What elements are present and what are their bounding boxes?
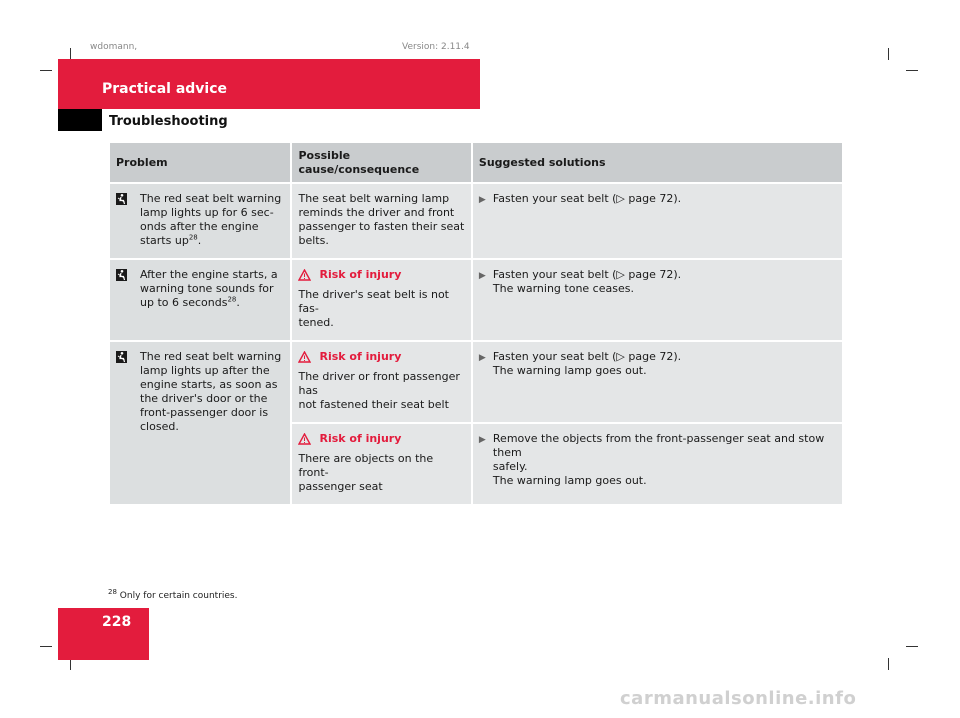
cause-cell (292, 184, 470, 258)
seat-belt-warning-icon (116, 268, 140, 280)
crop-mark (888, 658, 889, 670)
column-header-cause: Possible cause/consequence (292, 143, 470, 182)
warning-triangle-icon (298, 351, 311, 363)
subsection-title: Troubleshooting (109, 114, 228, 129)
cause-text: The seat belt warning lamp reminds the driver and front passenger to fasten their seat belts. (298, 192, 465, 247)
action-arrow-icon: ▶ (478, 435, 486, 445)
solution-text: Fasten your seat belt (▷ page 72). The warning lamp goes out. (492, 350, 682, 377)
solution-cell (473, 260, 842, 340)
risk-warning (298, 350, 464, 364)
seat-belt-warning-icon (116, 192, 140, 204)
section-header (58, 59, 480, 109)
action-arrow-icon: ▶ (478, 195, 486, 205)
risk-warning (298, 432, 464, 446)
cause-text: The driver or front passenger has not fastened their seat belt (298, 370, 460, 411)
risk-warning (298, 268, 464, 282)
table-row (110, 342, 842, 422)
solution-text: Remove the objects from the front-passenger seat and stow them safely. The warning lamp goes out. (492, 432, 825, 487)
solution-text: Fasten your seat belt (▷ page 72). The warning tone ceases. (492, 268, 682, 295)
risk-label: Risk of injury (319, 432, 402, 445)
cause-cell (292, 342, 470, 422)
solution-text: Fasten your seat belt (▷ page 72). (492, 192, 682, 205)
problem-cell (110, 260, 290, 340)
crop-mark (40, 70, 52, 71)
table-row (110, 184, 842, 258)
solution-cell (473, 184, 842, 258)
page-number-box (58, 608, 149, 660)
troubleshooting-table (108, 141, 844, 506)
author-meta: wdomann, (90, 42, 138, 52)
action-arrow-icon: ▶ (478, 271, 486, 281)
subsection-marker (58, 109, 102, 131)
problem-text: The red seat belt warning lamp lights up after the engine starts, as soon as the driver's door or the front-passenger door is closed. (140, 350, 282, 433)
crop-mark (40, 646, 52, 647)
watermark: carmanualsonline.info (620, 688, 857, 709)
problem-cell (110, 342, 290, 504)
solution-cell (473, 424, 842, 504)
action-arrow-icon: ▶ (478, 353, 486, 363)
cause-cell (292, 260, 470, 340)
table-header-row (110, 143, 842, 182)
column-header-solutions: Suggested solutions (473, 143, 842, 182)
problem-text: The red seat belt warning lamp lights up for 6 sec- onds after the engine starts $up^{28}$. (140, 192, 282, 247)
footnote (108, 588, 238, 601)
crop-mark (906, 70, 918, 71)
problem-cell (110, 184, 290, 258)
crop-mark (906, 646, 918, 647)
table-row (110, 260, 842, 340)
problem-text: After the engine starts, a warning tone sounds for up to 6 seconds$^{28}$. (140, 268, 278, 309)
page-number: 228 (102, 614, 132, 630)
footnote-text: Only for certain countries. (119, 591, 238, 601)
seat-belt-warning-icon (116, 350, 140, 362)
crop-mark (888, 48, 889, 60)
cause-cell (292, 424, 470, 504)
cause-text: There are objects on the front- passenger seat (298, 452, 434, 493)
risk-label: Risk of injury (319, 268, 402, 281)
footnote-number: 28 (108, 588, 117, 596)
section-title: Practical advice (102, 81, 228, 97)
cause-text: The driver's seat belt is not fas- tened. (298, 288, 449, 329)
warning-triangle-icon (298, 269, 311, 281)
risk-label: Risk of injury (319, 350, 402, 363)
warning-triangle-icon (298, 433, 311, 445)
solution-cell (473, 342, 842, 422)
column-header-problem: Problem (110, 143, 290, 182)
version-meta: Version: 2.11.4 (402, 42, 470, 52)
